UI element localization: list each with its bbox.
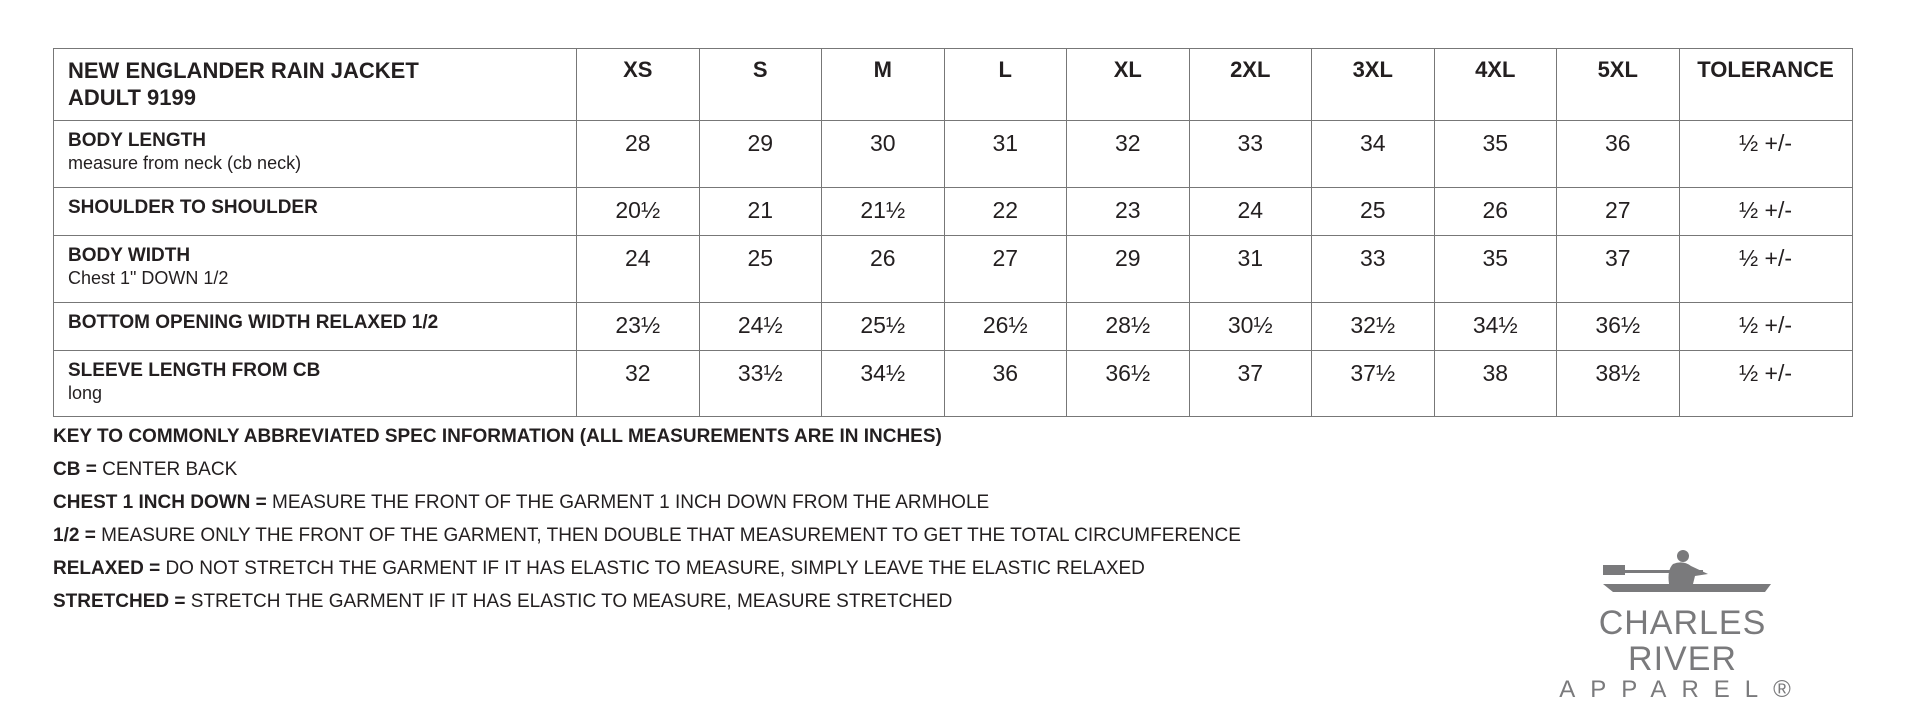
measurement-value: 34½ (1434, 303, 1557, 351)
measurement-value: 26 (1434, 188, 1557, 236)
measurement-note: Chest 1" DOWN 1/2 (68, 268, 229, 288)
measurement-value: 30 (822, 121, 945, 188)
measurement-value: 27 (1557, 188, 1680, 236)
table-row (54, 188, 1853, 236)
measurement-value: 24 (1189, 188, 1312, 236)
measurement-name: BODY WIDTH (68, 245, 191, 266)
key-definition: MEASURE THE FRONT OF THE GARMENT 1 INCH DOWN FROM THE ARMHOLE (266, 492, 990, 513)
rower-icon (1583, 548, 1783, 598)
header-row (54, 49, 1853, 121)
measurement-value: 31 (1189, 236, 1312, 303)
measurement-value: 38 (1434, 351, 1557, 417)
measurement-value: 24 (577, 236, 700, 303)
measurement-value: 34½ (822, 351, 945, 417)
measurement-value: 20½ (577, 188, 700, 236)
key-item (53, 552, 1241, 585)
key-heading: KEY TO COMMONLY ABBREVIATED SPEC INFORMATION (ALL MEASUREMENTS ARE IN INCHES) (53, 426, 942, 447)
key-definition: STRETCH THE GARMENT IF IT HAS ELASTIC TO MEASURE, MEASURE STRETCHED (185, 591, 953, 612)
abbreviation-key (53, 420, 1241, 618)
measurement-value: 23½ (577, 303, 700, 351)
key-item (53, 519, 1241, 552)
measurement-value: 34 (1312, 121, 1435, 188)
measurement-label (54, 188, 577, 236)
measurement-value: 28 (577, 121, 700, 188)
measurement-name: SLEEVE LENGTH FROM CB (68, 360, 321, 381)
measurement-label (54, 351, 577, 417)
measurement-label (54, 303, 577, 351)
measurement-value: 38½ (1557, 351, 1680, 417)
charles-river-apparel-logo (1540, 548, 1825, 703)
column-header: L (944, 49, 1067, 121)
measurement-name: BOTTOM OPENING WIDTH RELAXED 1/2 (68, 312, 439, 333)
measurement-value: 25 (1312, 188, 1435, 236)
measurement-note: long (68, 383, 103, 403)
product-name: NEW ENGLANDER RAIN JACKET (68, 58, 419, 83)
measurement-value: 21½ (822, 188, 945, 236)
measurement-value: 21 (699, 188, 822, 236)
key-term: CB = (53, 459, 97, 480)
table-row (54, 121, 1853, 188)
measurement-value: 22 (944, 188, 1067, 236)
measurement-note: measure from neck (cb neck) (68, 153, 302, 173)
measurement-value: 37 (1189, 351, 1312, 417)
column-header: 2XL (1189, 49, 1312, 121)
measurement-value: 35 (1434, 121, 1557, 188)
key-term: STRETCHED = (53, 591, 186, 612)
measurement-value: 36½ (1557, 303, 1680, 351)
measurement-value: ½ +/- (1679, 303, 1852, 351)
measurement-value: 33 (1189, 121, 1312, 188)
measurement-value: ½ +/- (1679, 236, 1852, 303)
measurement-value: 28½ (1067, 303, 1190, 351)
column-header: TOLERANCE (1679, 49, 1852, 121)
measurement-value: 25½ (822, 303, 945, 351)
size-spec-table (53, 48, 1853, 417)
measurement-value: 32 (1067, 121, 1190, 188)
measurement-name: SHOULDER TO SHOULDER (68, 197, 318, 218)
logo-line1: CHARLES RIVER (1598, 604, 1767, 678)
measurement-label (54, 121, 577, 188)
key-item (53, 453, 1241, 486)
measurement-value: 36½ (1067, 351, 1190, 417)
column-header: 4XL (1434, 49, 1557, 121)
key-definition: DO NOT STRETCH THE GARMENT IF IT HAS ELASTIC TO MEASURE, SIMPLY LEAVE THE ELASTIC RELAXED (160, 558, 1145, 579)
measurement-value: 27 (944, 236, 1067, 303)
measurement-label (54, 236, 577, 303)
column-header: S (699, 49, 822, 121)
key-term: 1/2 = (53, 525, 96, 546)
logo-line2: APPAREL® (1559, 676, 1806, 703)
table-row (54, 236, 1853, 303)
key-item (53, 585, 1241, 618)
measurement-value: ½ +/- (1679, 351, 1852, 417)
measurement-value: 37½ (1312, 351, 1435, 417)
measurement-value: 29 (699, 121, 822, 188)
key-definition: CENTER BACK (96, 459, 238, 480)
measurement-value: 32½ (1312, 303, 1435, 351)
measurement-value: 23 (1067, 188, 1190, 236)
measurement-value: 37 (1557, 236, 1680, 303)
column-header: 5XL (1557, 49, 1680, 121)
measurement-value: 35 (1434, 236, 1557, 303)
column-header: XS (577, 49, 700, 121)
measurement-value: 31 (944, 121, 1067, 188)
key-item (53, 486, 1241, 519)
measurement-value: 30½ (1189, 303, 1312, 351)
measurement-value: ½ +/- (1679, 188, 1852, 236)
column-header: XL (1067, 49, 1190, 121)
measurement-value: 32 (577, 351, 700, 417)
measurement-value: 36 (944, 351, 1067, 417)
key-term: RELAXED = (53, 558, 161, 579)
product-number: ADULT 9199 (68, 85, 196, 110)
measurement-value: 33½ (699, 351, 822, 417)
key-definition: MEASURE ONLY THE FRONT OF THE GARMENT, THEN DOUBLE THAT MEASUREMENT TO GET THE TOTAL CIRCUMFERENCE (95, 525, 1241, 546)
measurement-value: 29 (1067, 236, 1190, 303)
product-title (54, 49, 577, 121)
measurement-name: BODY LENGTH (68, 130, 206, 151)
measurement-value: 36 (1557, 121, 1680, 188)
measurement-value: 26½ (944, 303, 1067, 351)
column-header: M (822, 49, 945, 121)
key-term: CHEST 1 INCH DOWN = (53, 492, 267, 513)
table-row (54, 303, 1853, 351)
measurement-value: 33 (1312, 236, 1435, 303)
measurement-value: 25 (699, 236, 822, 303)
measurement-value: ½ +/- (1679, 121, 1852, 188)
measurement-value: 26 (822, 236, 945, 303)
column-header: 3XL (1312, 49, 1435, 121)
table-row (54, 351, 1853, 417)
measurement-value: 24½ (699, 303, 822, 351)
